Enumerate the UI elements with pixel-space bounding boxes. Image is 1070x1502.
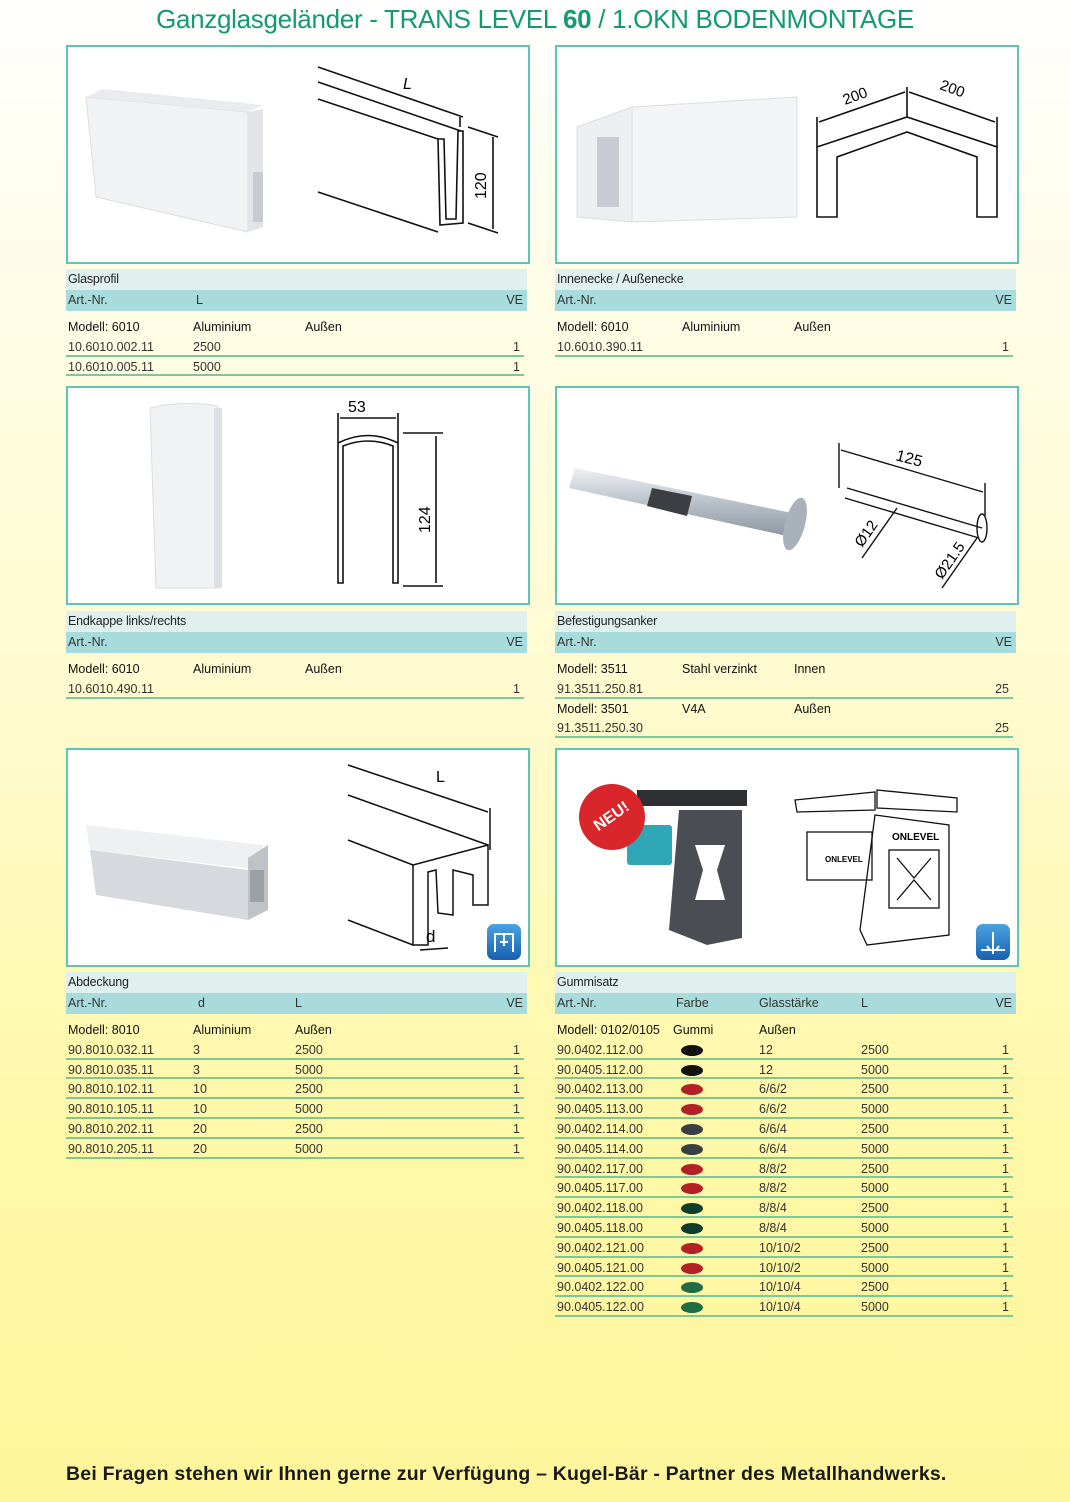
d-value: 3 bbox=[193, 1062, 200, 1077]
glass-thickness: 6/6/4 bbox=[759, 1141, 787, 1156]
ve: 1 bbox=[513, 1121, 520, 1136]
section-title: Befestigungsanker bbox=[555, 611, 1016, 632]
d-value: 10 bbox=[193, 1082, 207, 1097]
dim-height-label: 120 bbox=[473, 172, 490, 199]
col-art-nr: Art.-Nr. bbox=[68, 996, 108, 1010]
color-swatch-cell bbox=[681, 1277, 703, 1299]
color-swatch-cell bbox=[681, 1099, 703, 1121]
ve: 1 bbox=[513, 681, 520, 696]
col-ve: VE bbox=[995, 996, 1012, 1010]
table-row bbox=[66, 1119, 524, 1139]
glass-thickness: 12 bbox=[759, 1042, 773, 1057]
table-row bbox=[66, 1079, 524, 1099]
color-swatch-cell bbox=[681, 1119, 703, 1141]
table-row bbox=[66, 1040, 524, 1060]
color-dot-icon bbox=[681, 1104, 703, 1115]
table-row bbox=[555, 1040, 1013, 1060]
ecke-drawing bbox=[557, 47, 1017, 262]
color-dot-icon bbox=[681, 1164, 703, 1175]
ve: 1 bbox=[1002, 1201, 1009, 1216]
dim-length-label: 125 bbox=[893, 447, 925, 471]
model-location: Außen bbox=[305, 320, 342, 334]
length: 2500 bbox=[295, 1042, 323, 1057]
art-nr: 90.0402.117.00 bbox=[557, 1161, 643, 1176]
ve: 1 bbox=[513, 1141, 520, 1156]
glasprofil-image-panel bbox=[66, 45, 530, 264]
model-material: Gummi bbox=[673, 1023, 714, 1037]
model-location: Außen bbox=[295, 1023, 332, 1037]
col-art-nr: Art.-Nr. bbox=[557, 996, 597, 1010]
table-row bbox=[555, 718, 1013, 738]
color-dot-icon bbox=[681, 1302, 703, 1313]
model-location: Außen bbox=[794, 320, 831, 334]
glass-thickness: 8/8/2 bbox=[759, 1181, 787, 1196]
length: 2500 bbox=[295, 1082, 323, 1097]
color-swatch-cell bbox=[681, 1139, 703, 1161]
length: 2500 bbox=[861, 1121, 889, 1136]
model-label: Modell: 0102/0105 bbox=[557, 1023, 660, 1037]
section-title: Innenecke / Außenecke bbox=[555, 269, 1016, 290]
color-swatch-cell bbox=[681, 1258, 703, 1280]
model-material: Stahl verzinkt bbox=[682, 662, 758, 676]
section-title: Glasprofil bbox=[66, 269, 527, 290]
column-header bbox=[555, 290, 1016, 311]
art-nr: 90.0405.114.00 bbox=[557, 1141, 643, 1156]
length: 2500 bbox=[861, 1240, 889, 1255]
anker-drawing bbox=[557, 388, 1017, 603]
table-row bbox=[555, 1178, 1013, 1198]
art-nr: 90.8010.032.11 bbox=[68, 1042, 154, 1057]
glasprofil-drawing bbox=[68, 47, 528, 262]
art-nr: 90.0405.118.00 bbox=[557, 1220, 643, 1235]
ve: 25 bbox=[995, 721, 1009, 736]
length: 2500 bbox=[861, 1161, 889, 1176]
color-swatch-cell bbox=[681, 1238, 703, 1260]
table-row bbox=[555, 1198, 1013, 1218]
ve: 25 bbox=[995, 681, 1009, 696]
section-title: Gummisatz bbox=[555, 972, 1016, 993]
table-row bbox=[555, 1099, 1013, 1119]
art-nr: 10.6010.490.11 bbox=[68, 681, 154, 696]
color-dot-icon bbox=[681, 1183, 703, 1194]
length: 5000 bbox=[295, 1062, 323, 1077]
art-nr: 90.0402.121.00 bbox=[557, 1240, 644, 1255]
col-l: L bbox=[295, 996, 302, 1010]
column-header bbox=[555, 632, 1016, 653]
color-dot-icon bbox=[681, 1144, 703, 1155]
table-row bbox=[555, 679, 1013, 699]
table-row bbox=[555, 1060, 1013, 1080]
table-row bbox=[555, 1119, 1013, 1139]
color-dot-icon bbox=[681, 1203, 703, 1214]
art-nr: 90.0405.121.00 bbox=[557, 1260, 644, 1275]
col-farbe: Farbe bbox=[676, 996, 709, 1010]
color-swatch-cell bbox=[681, 1198, 703, 1220]
footer-text: Bei Fragen stehen wir Ihnen gerne zur Verfügung – Kugel-Bär - Partner des Metallhandwerks. bbox=[66, 1463, 947, 1485]
model-label: Modell: 6010 bbox=[68, 662, 140, 676]
table-row bbox=[555, 1218, 1013, 1238]
dim-length-label: L bbox=[403, 76, 412, 93]
art-nr: 10.6010.005.11 bbox=[68, 359, 154, 374]
model-row bbox=[66, 317, 527, 337]
dim-d-label: d bbox=[426, 927, 436, 946]
brand-label-small: ONLEVEL bbox=[825, 855, 863, 864]
column-header bbox=[555, 993, 1016, 1014]
art-nr: 90.0405.113.00 bbox=[557, 1102, 643, 1117]
abdeckung-section bbox=[66, 972, 527, 1159]
ve: 1 bbox=[1002, 1082, 1009, 1097]
col-art-nr: Art.-Nr. bbox=[557, 293, 597, 307]
dim-height-label: 124 bbox=[417, 506, 434, 533]
color-dot-icon bbox=[681, 1124, 703, 1135]
length: 2500 bbox=[861, 1082, 889, 1097]
table-row bbox=[555, 1139, 1013, 1159]
glass-thickness: 10/10/2 bbox=[759, 1260, 801, 1275]
color-swatch-cell bbox=[681, 1218, 703, 1240]
cover-mount-icon bbox=[487, 924, 521, 960]
model-material: Aluminium bbox=[193, 662, 252, 676]
ecke-image-panel bbox=[555, 45, 1019, 264]
title-model-number: 60 bbox=[562, 4, 592, 34]
art-nr: 90.8010.105.11 bbox=[68, 1102, 154, 1117]
length: 5000 bbox=[861, 1181, 889, 1196]
glass-thickness: 6/6/2 bbox=[759, 1082, 787, 1097]
art-nr: 90.0402.112.00 bbox=[557, 1042, 643, 1057]
ve: 1 bbox=[1002, 1260, 1009, 1275]
art-nr: 90.0402.122.00 bbox=[557, 1280, 644, 1295]
length: 5000 bbox=[861, 1220, 889, 1235]
section-title: Endkappe links/rechts bbox=[66, 611, 527, 632]
length: 5000 bbox=[861, 1141, 889, 1156]
art-nr: 90.8010.035.11 bbox=[68, 1062, 154, 1077]
model-row bbox=[66, 1020, 527, 1040]
model-location: Innen bbox=[794, 662, 826, 676]
ve: 1 bbox=[1002, 1220, 1009, 1235]
d-value: 3 bbox=[193, 1042, 200, 1057]
col-l: L bbox=[196, 293, 203, 307]
gummisatz-drawing bbox=[557, 750, 1017, 965]
page-title bbox=[0, 4, 1070, 35]
col-art-nr: Art.-Nr. bbox=[557, 635, 597, 649]
model-row bbox=[555, 699, 1016, 719]
ve: 1 bbox=[1002, 1161, 1009, 1176]
endkappe-image-panel bbox=[66, 386, 530, 605]
color-swatch-cell bbox=[681, 1040, 703, 1062]
col-ve: VE bbox=[506, 635, 523, 649]
ecke-section bbox=[555, 269, 1016, 357]
table-row bbox=[555, 337, 1013, 357]
col-ve: VE bbox=[995, 635, 1012, 649]
table-row bbox=[555, 1277, 1013, 1297]
table-row bbox=[66, 679, 524, 699]
model-material: V4A bbox=[682, 701, 706, 716]
art-nr: 10.6010.390.11 bbox=[557, 339, 643, 354]
title-prefix: Ganzglasgeländer - TRANS LEVEL bbox=[156, 4, 563, 34]
glass-thickness: 6/6/4 bbox=[759, 1121, 787, 1136]
length: 5000 bbox=[861, 1102, 889, 1117]
ve: 1 bbox=[513, 359, 520, 374]
ve: 1 bbox=[513, 1062, 520, 1077]
ve: 1 bbox=[513, 1082, 520, 1097]
dim-width-label: 53 bbox=[348, 399, 366, 416]
brand-label: ONLEVEL bbox=[892, 832, 940, 843]
length: 5000 bbox=[861, 1300, 889, 1315]
length: 2500 bbox=[861, 1201, 889, 1216]
abdeckung-drawing bbox=[68, 750, 528, 965]
table-row bbox=[555, 1297, 1013, 1317]
model-label: Modell: 3511 bbox=[557, 662, 628, 676]
section-title: Abdeckung bbox=[66, 972, 527, 993]
ve: 1 bbox=[1002, 339, 1009, 354]
anker-image-panel bbox=[555, 386, 1019, 605]
ve: 1 bbox=[513, 1042, 520, 1057]
table-row bbox=[66, 357, 524, 377]
length: 5000 bbox=[295, 1141, 323, 1156]
model-material: Aluminium bbox=[682, 320, 741, 334]
art-nr: 91.3511.250.81 bbox=[557, 681, 643, 696]
d-value: 20 bbox=[193, 1141, 207, 1156]
dim-length-label: L bbox=[436, 769, 445, 786]
model-material: Aluminium bbox=[193, 1023, 252, 1037]
ve: 1 bbox=[513, 1102, 520, 1117]
ve: 1 bbox=[1002, 1141, 1009, 1156]
model-row bbox=[66, 659, 527, 679]
ve: 1 bbox=[1002, 1181, 1009, 1196]
column-header bbox=[66, 632, 527, 653]
length: 2500 bbox=[861, 1280, 889, 1295]
art-nr: 90.8010.205.11 bbox=[68, 1141, 154, 1156]
length: 2500 bbox=[295, 1121, 323, 1136]
ve: 1 bbox=[513, 339, 520, 354]
dim-d2-label: Ø21.5 bbox=[931, 539, 969, 583]
floor-mount-icon bbox=[976, 924, 1010, 960]
art-nr: 90.0402.114.00 bbox=[557, 1121, 643, 1136]
col-art-nr: Art.-Nr. bbox=[68, 635, 108, 649]
glass-thickness: 10/10/4 bbox=[759, 1280, 801, 1295]
ve: 1 bbox=[1002, 1042, 1009, 1057]
color-swatch-cell bbox=[681, 1159, 703, 1181]
glasprofil-section bbox=[66, 269, 527, 376]
length: 2500 bbox=[193, 339, 221, 354]
glass-thickness: 8/8/4 bbox=[759, 1220, 787, 1235]
art-nr: 90.0405.122.00 bbox=[557, 1300, 644, 1315]
color-swatch-cell bbox=[681, 1297, 703, 1319]
glass-thickness: 12 bbox=[759, 1062, 773, 1077]
color-dot-icon bbox=[681, 1084, 703, 1095]
color-dot-icon bbox=[681, 1282, 703, 1293]
length: 2500 bbox=[861, 1042, 889, 1057]
art-nr: 91.3511.250.30 bbox=[557, 721, 643, 736]
art-nr: 90.0405.112.00 bbox=[557, 1062, 643, 1077]
table-row bbox=[66, 1060, 524, 1080]
dim-b-label: 200 bbox=[937, 76, 967, 102]
model-row bbox=[555, 659, 1016, 679]
art-nr: 90.0405.117.00 bbox=[557, 1181, 643, 1196]
color-dot-icon bbox=[681, 1045, 703, 1056]
length: 5000 bbox=[193, 359, 221, 374]
glass-thickness: 8/8/2 bbox=[759, 1161, 787, 1176]
length: 5000 bbox=[295, 1102, 323, 1117]
ve: 1 bbox=[1002, 1280, 1009, 1295]
table-row bbox=[555, 1159, 1013, 1179]
ve: 1 bbox=[1002, 1300, 1009, 1315]
ve: 1 bbox=[1002, 1240, 1009, 1255]
color-dot-icon bbox=[681, 1243, 703, 1254]
color-dot-icon bbox=[681, 1065, 703, 1076]
d-value: 10 bbox=[193, 1102, 207, 1117]
col-d: d bbox=[198, 996, 205, 1010]
art-nr: 90.0402.113.00 bbox=[557, 1082, 643, 1097]
color-swatch-cell bbox=[681, 1060, 703, 1082]
col-ve: VE bbox=[995, 293, 1012, 307]
table-row bbox=[555, 1238, 1013, 1258]
d-value: 20 bbox=[193, 1121, 207, 1136]
color-swatch-cell bbox=[681, 1079, 703, 1101]
new-badge-text: NEU! bbox=[590, 798, 633, 835]
dim-d1-label: Ø12 bbox=[851, 517, 882, 551]
model-label: Modell: 3501 bbox=[557, 701, 629, 716]
column-header bbox=[66, 993, 527, 1014]
table-row bbox=[66, 1099, 524, 1119]
ve: 1 bbox=[1002, 1102, 1009, 1117]
gummisatz-image-panel bbox=[555, 748, 1019, 967]
ve: 1 bbox=[1002, 1121, 1009, 1136]
col-l: L bbox=[861, 996, 868, 1010]
title-suffix: / 1.OKN BODENMONTAGE bbox=[591, 4, 914, 34]
column-header bbox=[66, 290, 527, 311]
model-row bbox=[555, 317, 1016, 337]
endkappe-drawing bbox=[68, 388, 528, 603]
glass-thickness: 8/8/4 bbox=[759, 1201, 787, 1216]
color-dot-icon bbox=[681, 1263, 703, 1274]
glass-thickness: 10/10/2 bbox=[759, 1240, 801, 1255]
col-glasstaerke: Glasstärke bbox=[759, 996, 819, 1010]
table-row bbox=[66, 1139, 524, 1159]
table-row bbox=[555, 1258, 1013, 1278]
col-ve: VE bbox=[506, 293, 523, 307]
model-location: Außen bbox=[794, 701, 831, 716]
color-swatch-cell bbox=[681, 1178, 703, 1200]
glass-thickness: 6/6/2 bbox=[759, 1102, 787, 1117]
table-row bbox=[555, 1079, 1013, 1099]
model-location: Außen bbox=[305, 662, 342, 676]
color-dot-icon bbox=[681, 1223, 703, 1234]
model-label: Modell: 6010 bbox=[68, 320, 140, 334]
dim-a-label: 200 bbox=[840, 84, 870, 109]
art-nr: 90.8010.202.11 bbox=[68, 1121, 154, 1136]
model-location: Außen bbox=[759, 1023, 796, 1037]
gummisatz-section bbox=[555, 972, 1016, 1317]
table-row bbox=[66, 337, 524, 357]
length: 5000 bbox=[861, 1062, 889, 1077]
model-label: Modell: 8010 bbox=[68, 1023, 140, 1037]
model-label: Modell: 6010 bbox=[557, 320, 629, 334]
col-art-nr: Art.-Nr. bbox=[68, 293, 108, 307]
length: 5000 bbox=[861, 1260, 889, 1275]
art-nr: 10.6010.002.11 bbox=[68, 339, 154, 354]
anker-section bbox=[555, 611, 1016, 738]
ve: 1 bbox=[1002, 1062, 1009, 1077]
abdeckung-image-panel bbox=[66, 748, 530, 967]
art-nr: 90.8010.102.11 bbox=[68, 1082, 154, 1097]
col-ve: VE bbox=[506, 996, 523, 1010]
art-nr: 90.0402.118.00 bbox=[557, 1201, 643, 1216]
glass-thickness: 10/10/4 bbox=[759, 1300, 801, 1315]
model-row bbox=[555, 1020, 1016, 1040]
model-material: Aluminium bbox=[193, 320, 252, 334]
endkappe-section bbox=[66, 611, 527, 699]
